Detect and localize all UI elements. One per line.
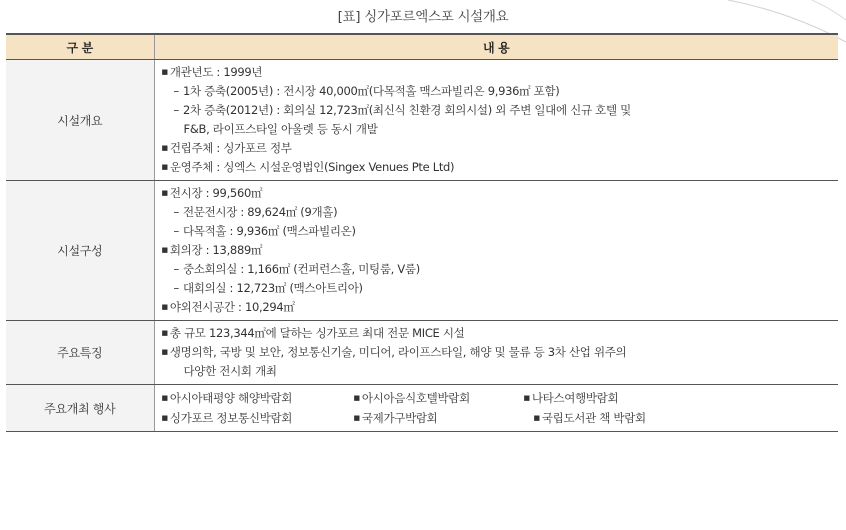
list-item: – 대회의실 : 12,723㎡ (맥스아트리아) bbox=[162, 279, 839, 298]
facility-overview-table bbox=[6, 33, 838, 432]
event-item: ■ 아시아태평양 해양박람회 bbox=[162, 388, 354, 408]
list-item: – 1차 증축(2005년) : 전시장 40,000㎡(다목적홀 맥스파빌리온 9,936㎡ 포함) bbox=[162, 82, 839, 101]
row-label-composition: 시설구성 bbox=[6, 181, 154, 321]
row-content-features bbox=[154, 321, 838, 385]
list-item: ■ 운영주체 : 싱엑스 시설운영법인(Singex Venues Pte Ltd) bbox=[162, 158, 839, 177]
table-row bbox=[6, 321, 838, 385]
row-content-overview bbox=[154, 60, 838, 181]
event-item: ■ 국립도서관 책 박람회 bbox=[526, 408, 646, 428]
header-content: 내 용 bbox=[154, 34, 838, 60]
event-item: ■ 아시아음식호텔박람회 bbox=[354, 388, 524, 408]
list-item: ■ 회의장 : 13,889㎡ bbox=[162, 241, 839, 260]
list-item: ■ 생명의학, 국방 및 보안, 정보통신기술, 미디어, 라이프스타일, 해양 및 물류 등 3차 산업 위주의 bbox=[162, 343, 839, 362]
list-item: ■ 전시장 : 99,560㎡ bbox=[162, 184, 839, 203]
list-item: 다양한 전시회 개최 bbox=[183, 364, 277, 378]
row-label-overview: 시설개요 bbox=[6, 60, 154, 181]
list-item: ■ 개관년도 : 1999년 bbox=[162, 63, 839, 82]
list-item: – 다목적홀 : 9,936㎡ (맥스파빌리온) bbox=[162, 222, 839, 241]
list-item: ■ 야외전시공간 : 10,294㎡ bbox=[162, 298, 839, 317]
list-item: – 중소회의실 : 1,166㎡ (컨퍼런스홀, 미팅룸, V룸) bbox=[162, 260, 839, 279]
header-category: 구 분 bbox=[6, 34, 154, 60]
list-item: ■ 건립주체 : 싱가포르 정부 bbox=[162, 139, 839, 158]
event-item: ■ 국제가구박람회 bbox=[354, 408, 526, 428]
list-item: – 전문전시장 : 89,624㎡ (9개홀) bbox=[162, 203, 839, 222]
table-row bbox=[6, 385, 838, 432]
list-item: F&B, 라이프스타일 아울렛 등 동시 개발 bbox=[183, 122, 378, 136]
row-label-events: 주요개최 행사 bbox=[6, 385, 154, 432]
table-row bbox=[6, 60, 838, 181]
event-item: ■ 나타스여행박람회 bbox=[524, 388, 619, 408]
header-row bbox=[6, 34, 838, 60]
list-item: – 2차 증축(2012년) : 회의실 12,723㎡(최신식 친환경 회의시설) 외 주변 일대에 신규 호텔 및 bbox=[162, 101, 839, 120]
list-item: ■ 총 규모 123,344㎡에 달하는 싱가포르 최대 전문 MICE 시설 bbox=[162, 324, 839, 343]
row-content-composition bbox=[154, 181, 838, 321]
row-label-features: 주요특징 bbox=[6, 321, 154, 385]
table-row bbox=[6, 181, 838, 321]
table-caption: [표] 싱가포르엑스포 시설개요 bbox=[337, 9, 509, 25]
event-item: ■ 싱가포르 정보통신박람회 bbox=[162, 408, 354, 428]
row-content-events bbox=[154, 385, 838, 432]
